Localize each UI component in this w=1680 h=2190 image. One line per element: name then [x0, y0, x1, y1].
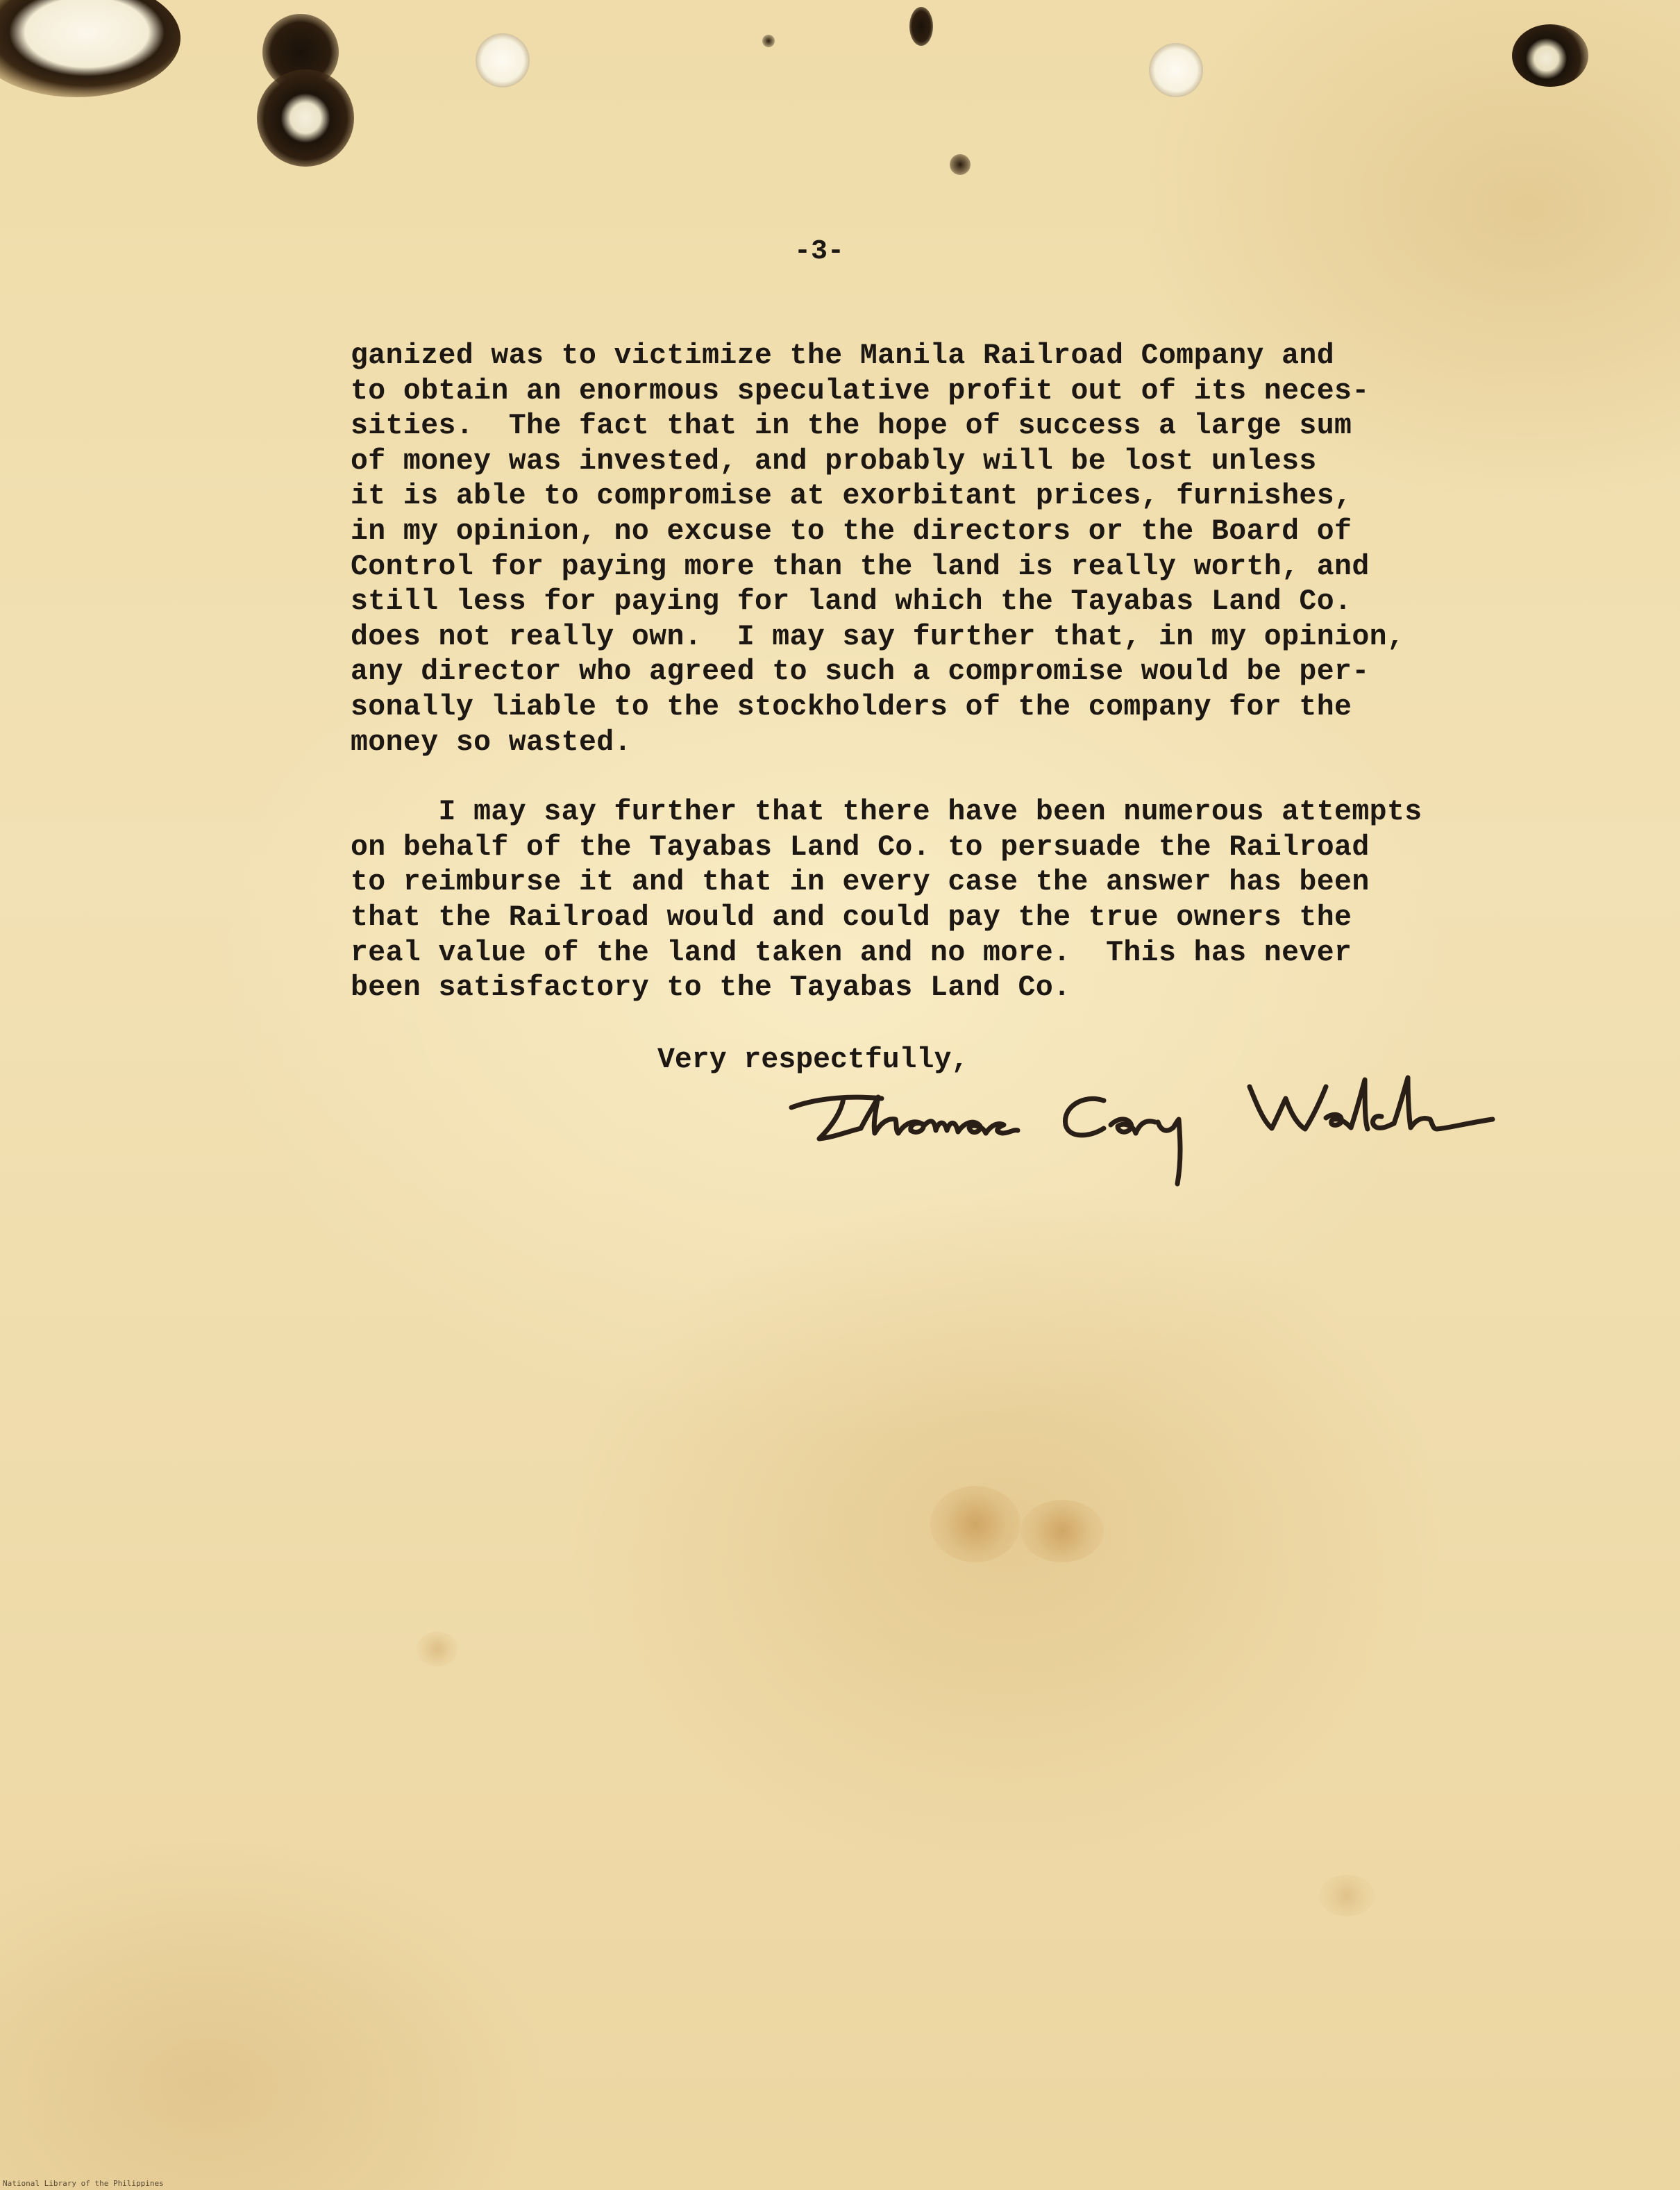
- text-line: sonally liable to the stockholders of the company for the: [351, 690, 1352, 724]
- text-line: in my opinion, no excuse to the directors or the Board of: [351, 515, 1352, 548]
- text-line: ganized was to victimize the Manila Railroad Company and: [351, 340, 1335, 372]
- text-line: any director who agreed to such a compromise would be per-: [351, 655, 1370, 689]
- handwritten-signature: [778, 1055, 1527, 1194]
- text-line: been satisfactory to the Tayabas Land Co.: [351, 971, 1071, 1005]
- text-line: sities. The fact that in the hope of success a large sum: [351, 410, 1352, 443]
- stain-spot: [1020, 1500, 1104, 1562]
- letter-body: [351, 339, 1496, 1006]
- paragraph-1: [351, 339, 1496, 760]
- paragraph-2: [351, 795, 1496, 1006]
- stain-spot: [417, 1632, 458, 1666]
- stain-spot: [930, 1486, 1020, 1562]
- text-line: to reimburse it and that in every case the answer has been: [351, 866, 1370, 899]
- text-line: I may say further that there have been numerous attempts: [351, 796, 1422, 829]
- text-line: on behalf of the Tayabas Land Co. to persuade the Railroad: [351, 830, 1370, 864]
- burn-mark-hole: [257, 69, 354, 167]
- burn-mark-top-right: [1512, 24, 1588, 87]
- text-line: still less for paying for land which the Tayabas Land Co.: [351, 585, 1352, 619]
- text-line: Control for paying more than the land is really worth, and: [351, 550, 1370, 583]
- ink-dot-mid: [762, 35, 775, 47]
- punch-hole-left: [476, 33, 530, 87]
- burn-mark-top-left: [0, 0, 180, 97]
- ink-dot-small: [950, 154, 971, 175]
- stain-spot: [1319, 1875, 1375, 1916]
- archive-footer-stamp: National Library of the Philippines: [3, 2179, 164, 2188]
- page-number: -3-: [793, 236, 844, 267]
- text-line: of money was invested, and probably will be lost unless: [351, 444, 1317, 478]
- text-line: real value of the land taken and no more. This has never: [351, 936, 1352, 969]
- text-line: does not really own. I may say further that, in my opinion,: [351, 620, 1405, 653]
- text-line: money so wasted.: [351, 726, 632, 759]
- text-line: that the Railroad would and could pay the true owners the: [351, 901, 1352, 934]
- text-line: to obtain an enormous speculative profit out of its neces-: [351, 374, 1370, 408]
- text-line: it is able to compromise at exorbitant prices, furnishes,: [351, 480, 1352, 513]
- ink-dot-top: [909, 7, 933, 46]
- punch-hole-right: [1149, 43, 1203, 97]
- closing-salutation: Very respectfully,: [657, 1044, 969, 1076]
